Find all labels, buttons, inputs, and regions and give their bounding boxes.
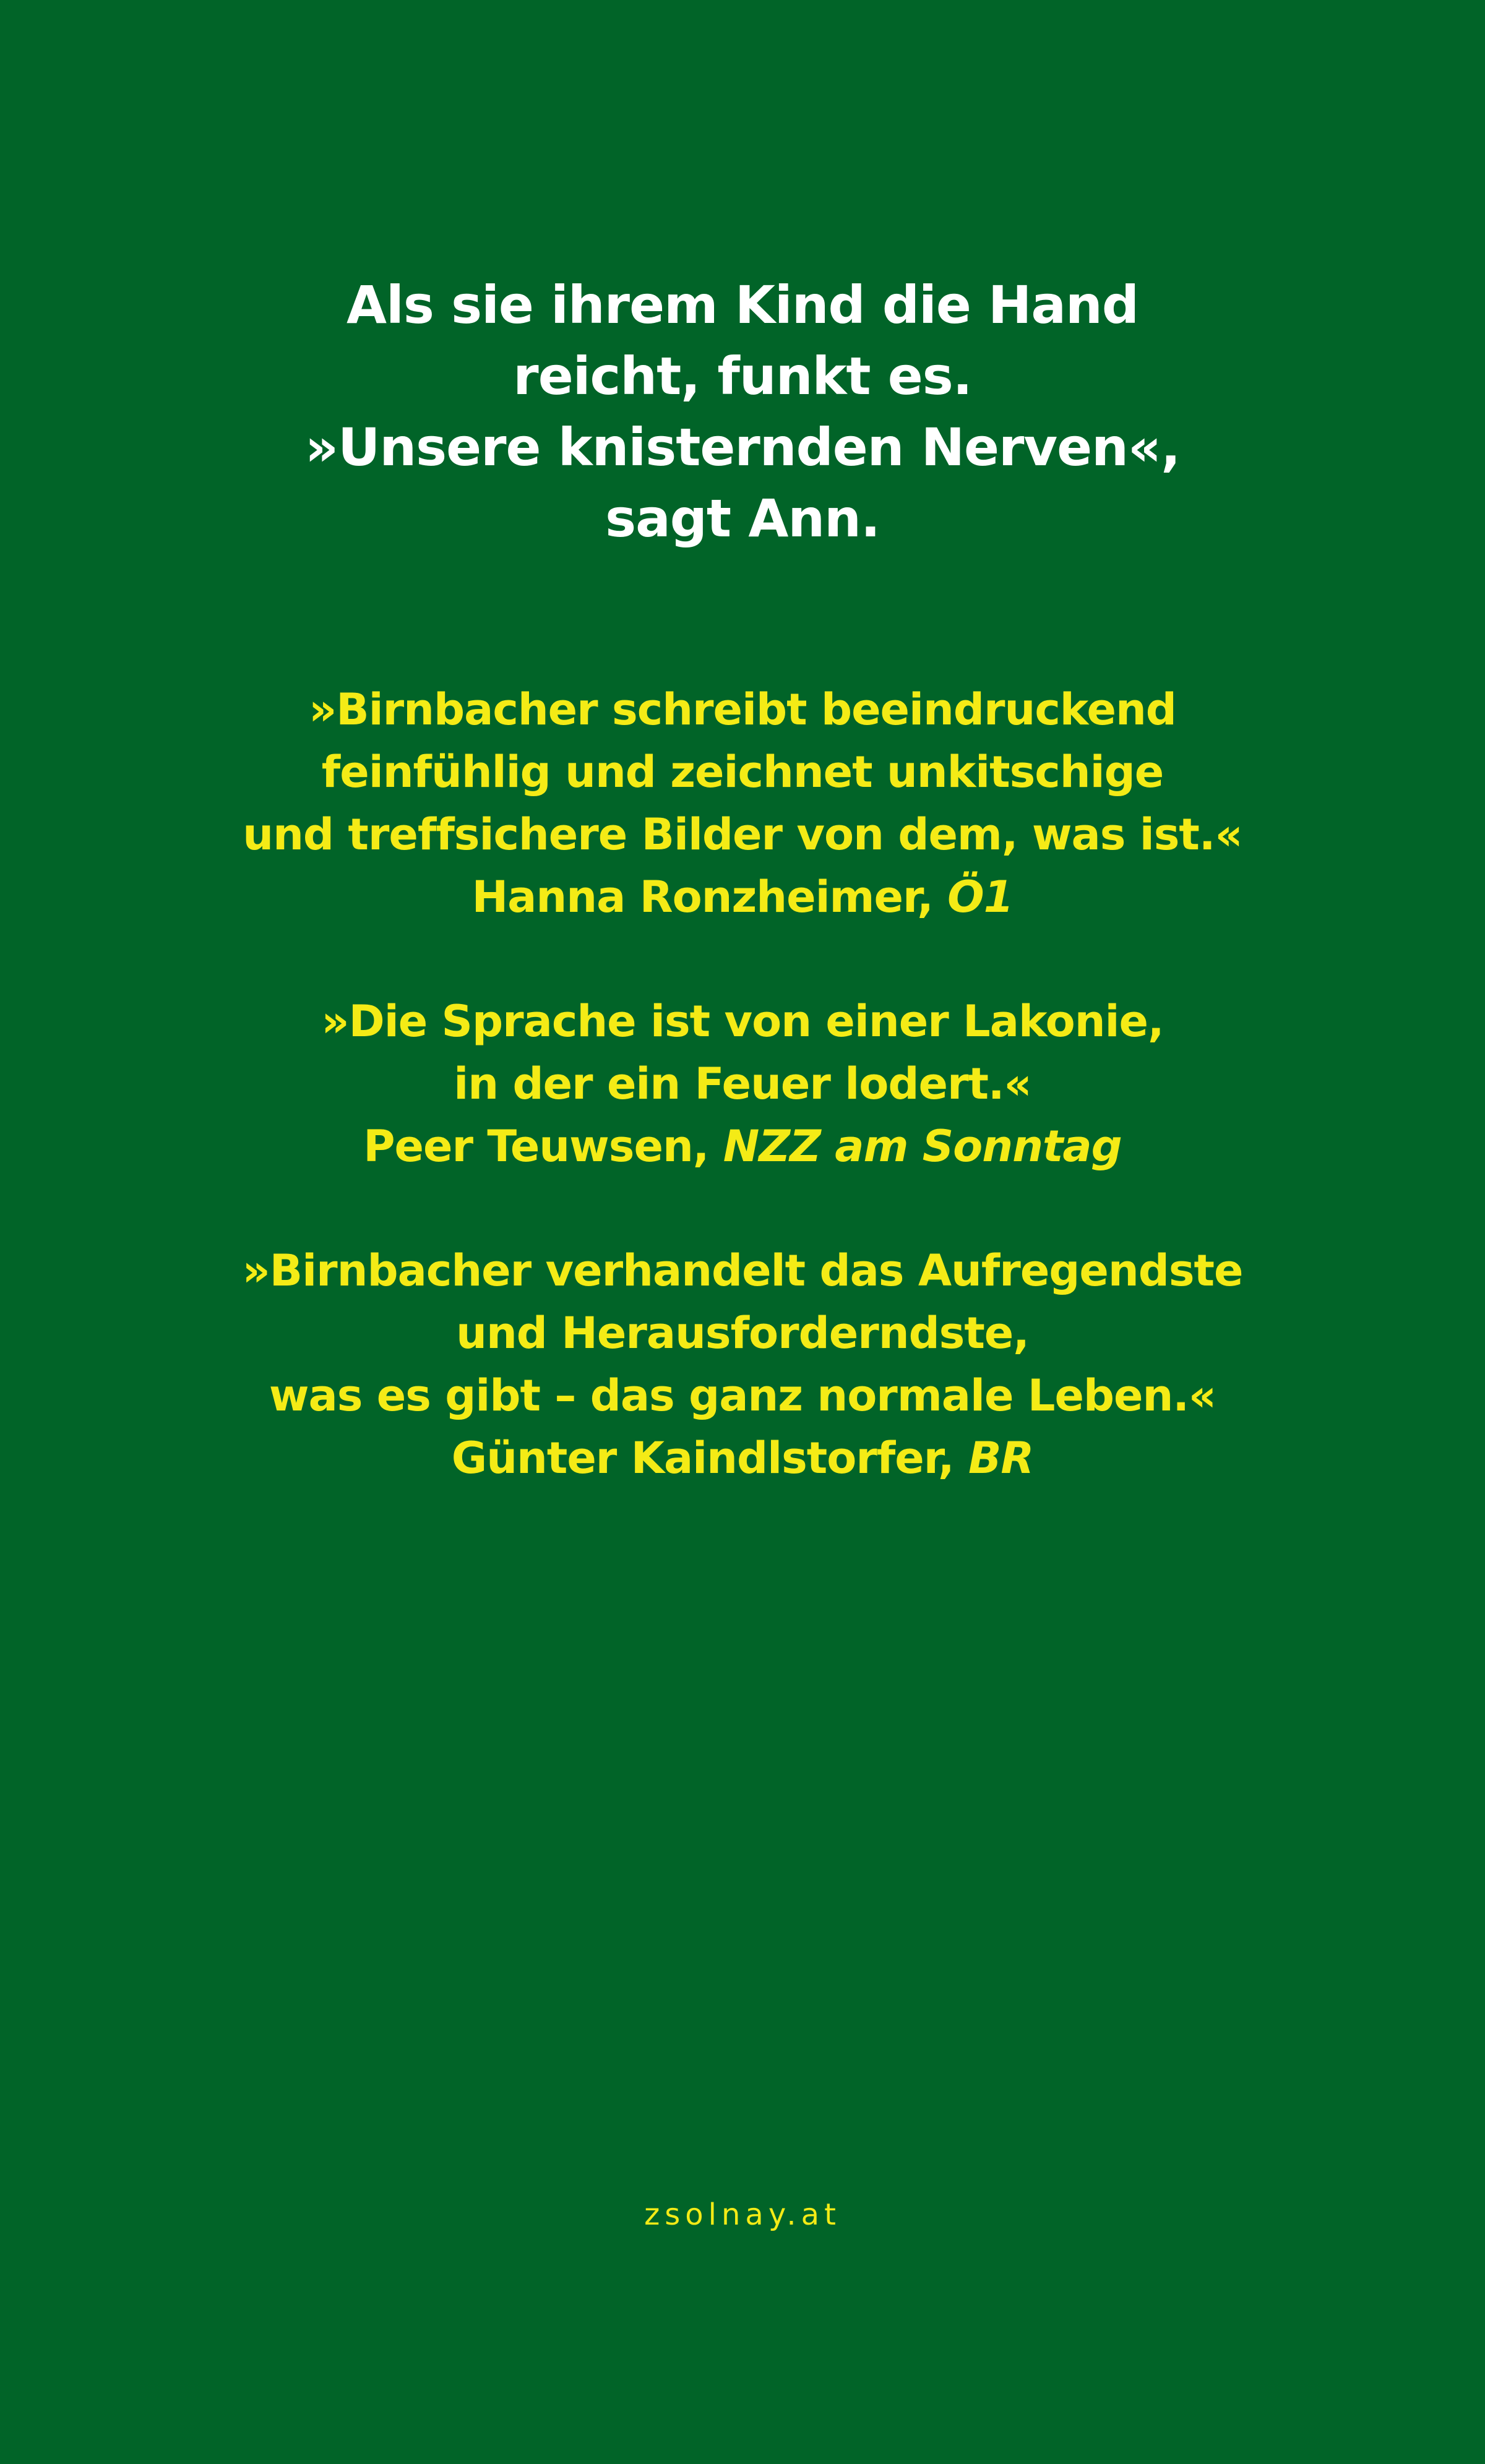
quote-line: »Die Sprache ist von einer Lakonie, (321, 996, 1164, 1047)
quote-outlet: BR (968, 1433, 1034, 1483)
quote-outlet: NZZ am Sonntag (723, 1121, 1122, 1172)
quote-author: Günter Kaindlstorfer, (451, 1433, 968, 1483)
teaser-line: sagt Ann. (605, 488, 880, 549)
quote-source (0, 1427, 1485, 1490)
quote-line: in der ein Feuer lodert.« (454, 1058, 1031, 1109)
teaser-line: »Unsere knisternden Nerven«, (304, 417, 1181, 478)
teaser-line: reicht, funkt es. (513, 346, 972, 406)
review-quote-2 (0, 990, 1485, 1178)
quote-source (0, 866, 1485, 929)
quote-line: und treffsichere Bilder von dem, was ist.« (243, 809, 1242, 860)
teaser-text (0, 270, 1485, 554)
quote-line: feinfühlig und zeichnet unkitschige (321, 747, 1164, 797)
publisher-website: zsolnay.at (644, 2197, 841, 2232)
quote-line: was es gibt – das ganz normale Leben.« (269, 1370, 1216, 1421)
quote-line: und Herausforderndste, (456, 1308, 1029, 1359)
quote-line: »Birnbacher schreibt beeindruckend (309, 684, 1176, 735)
quote-line: »Birnbacher verhandelt das Aufregendste (242, 1245, 1243, 1296)
quote-outlet: Ö1 (947, 872, 1014, 922)
review-quote-1 (0, 679, 1485, 929)
quote-author: Hanna Ronzheimer, (471, 872, 948, 922)
review-quotes (0, 679, 1485, 1552)
review-quote-3 (0, 1240, 1485, 1490)
quote-author: Peer Teuwsen, (363, 1121, 723, 1172)
quote-source (0, 1115, 1485, 1178)
teaser-line: Als sie ihrem Kind die Hand (346, 275, 1138, 335)
